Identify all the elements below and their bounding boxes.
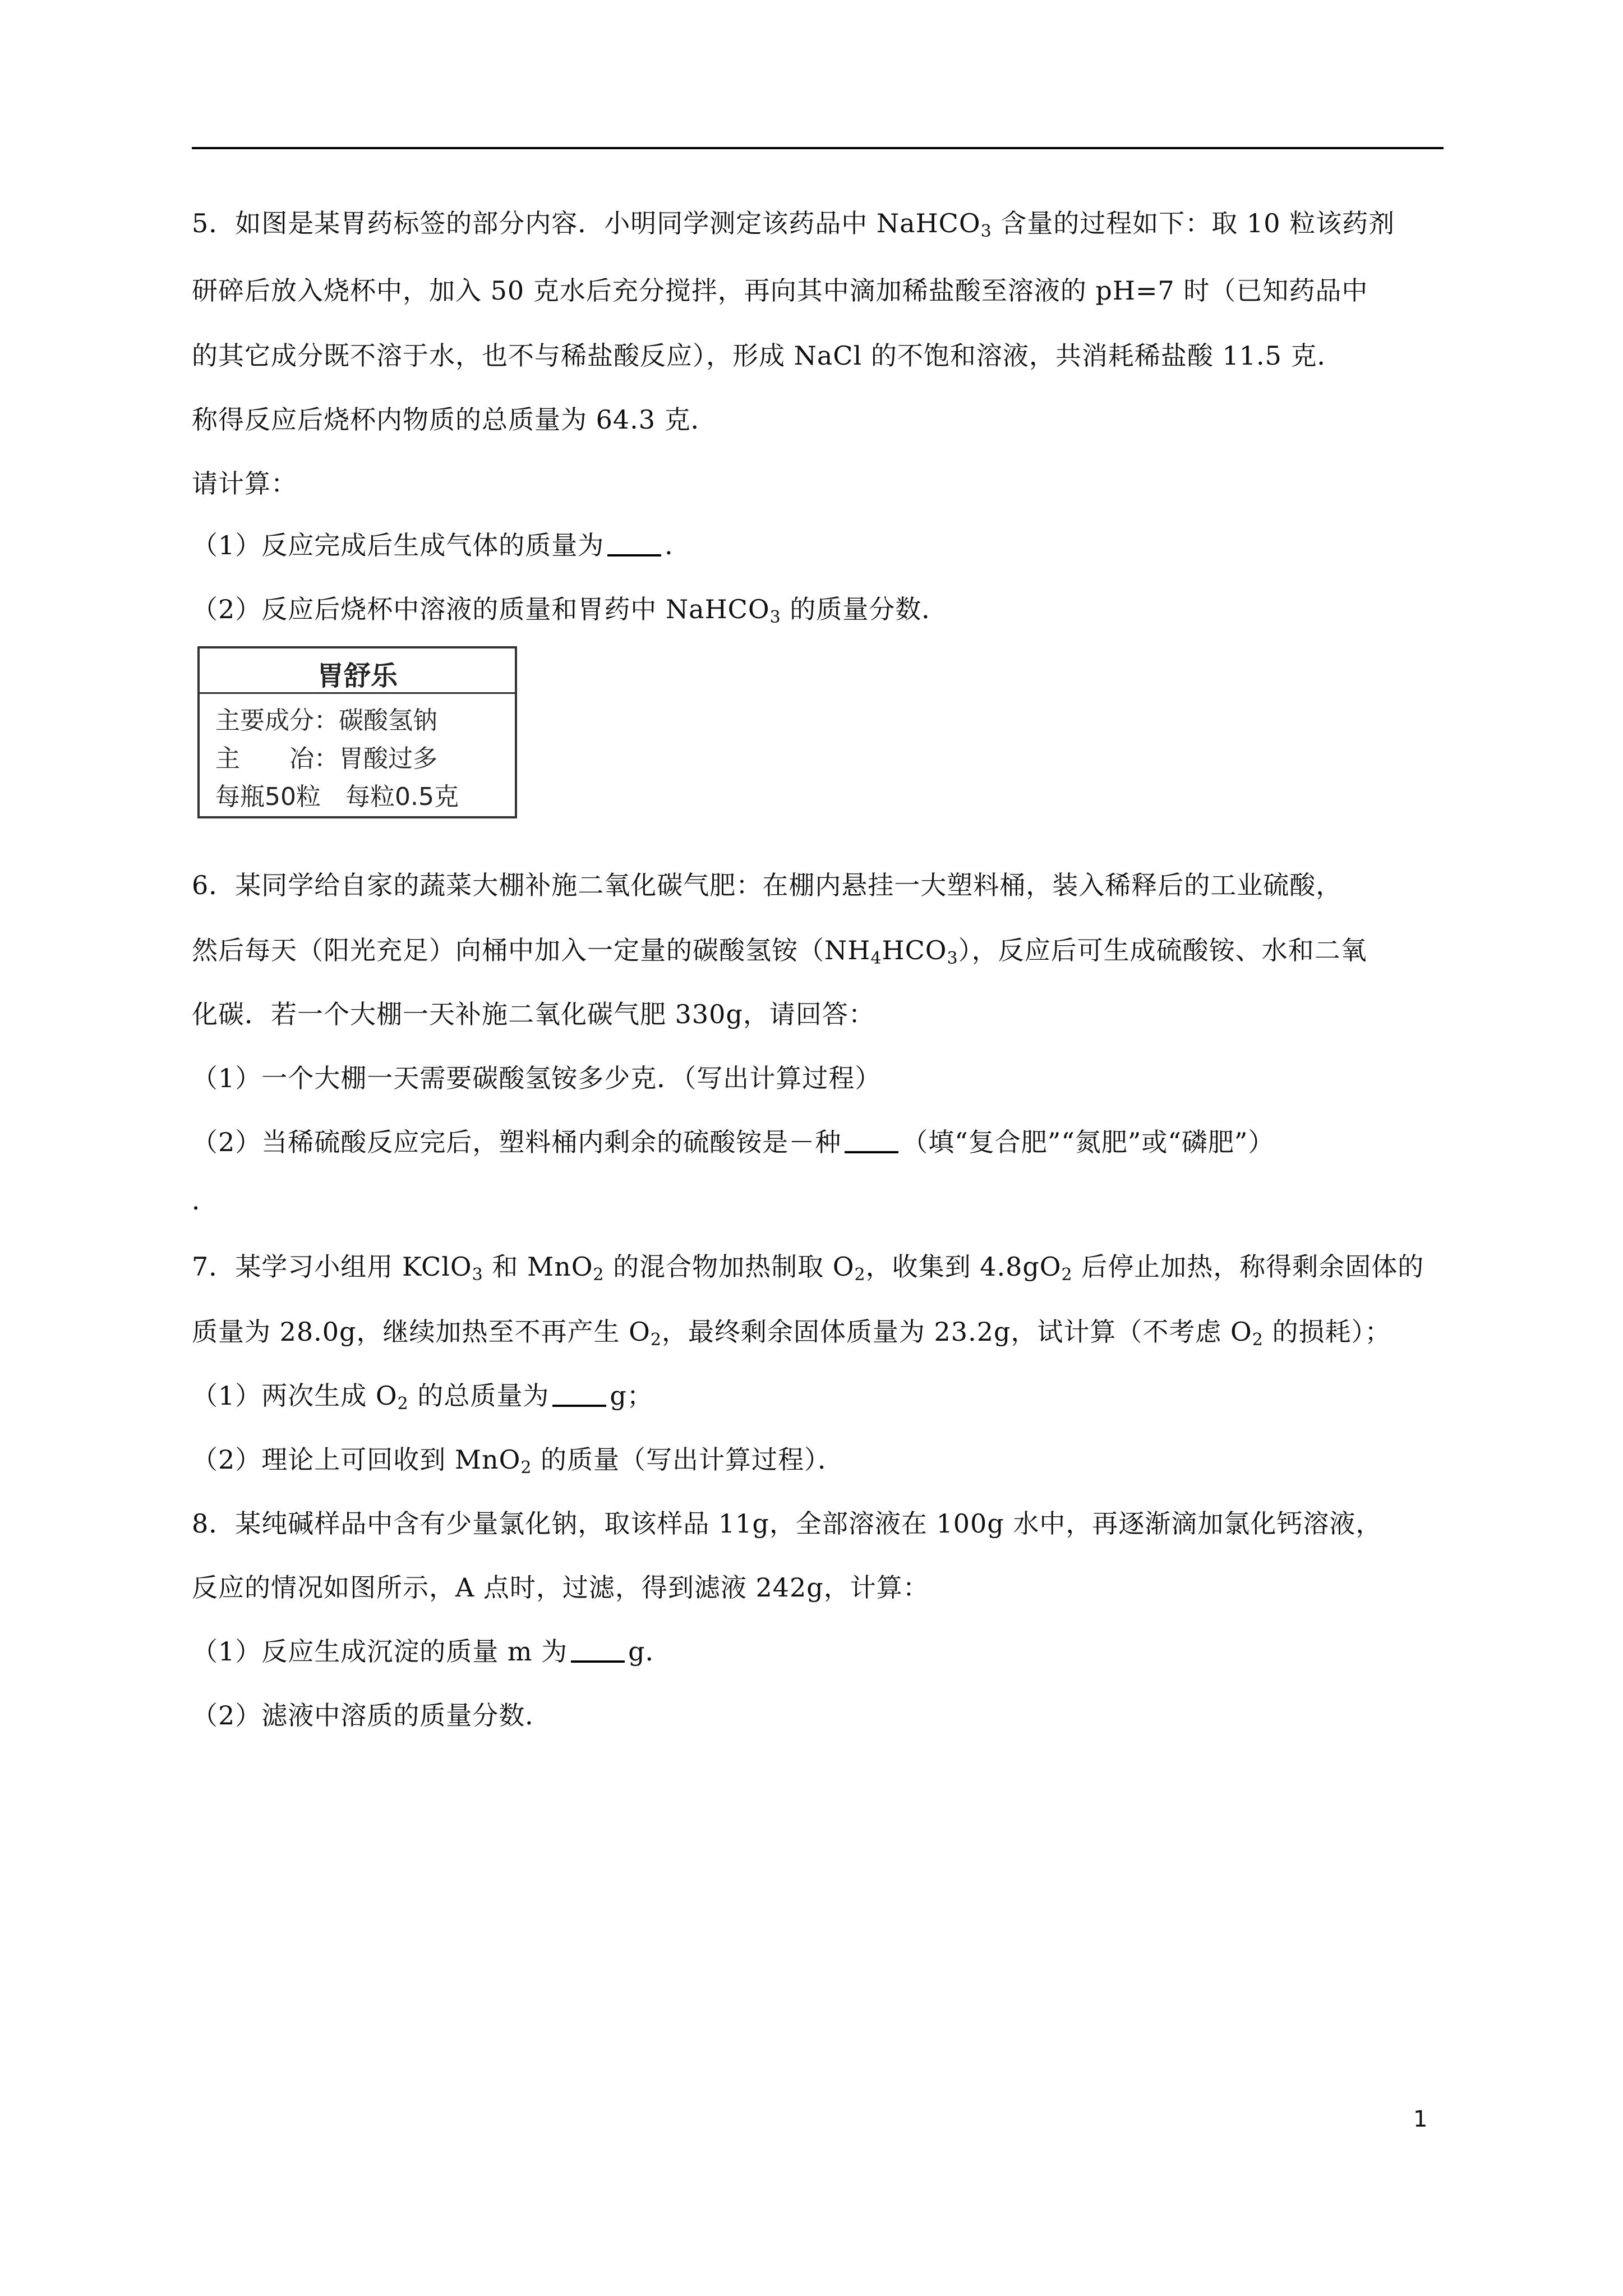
q5-part-1: （1）反应完成后生成气体的质量为 ． xyxy=(192,530,691,560)
answer-blank xyxy=(571,1638,625,1663)
q7-line-2: 质量为 28.0g，继续加热至不再产生 $O_2$，最终剩余固体质量为 23.2g，试计算（不考虑 $O_2$ 的损耗）； xyxy=(192,1317,1391,1350)
q7-part-2: （2）理论上可回收到 MnO$_2$ 的质量（写出计算过程）． xyxy=(192,1444,845,1478)
q8-line-1: 8．某纯碱样品中含有少量氯化钠，取该样品 11g，全部溶液在 100g 水中，再逐渐滴加氯化钙溶液， xyxy=(192,1508,1382,1539)
label-row-dosage: 每瓶50粒 每粒0.5克 xyxy=(215,783,459,811)
header-rule xyxy=(192,147,1444,149)
answer-blank xyxy=(552,1382,606,1407)
q6-line-3: 化碳．若一个大棚一天补施二氧化碳气肥 330g，请回答： xyxy=(192,999,875,1029)
label-title: 胃舒乐 xyxy=(316,660,398,692)
q5-line-5: 请计算： xyxy=(192,468,297,499)
answer-blank xyxy=(845,1129,898,1153)
q6-line-2: 然后每天（阳光充足）向桶中加入一定量的碳酸氢铵$(NH_4HCO_3)$，反应后可生成硫酸铵、水和二氧 xyxy=(192,935,1367,968)
label-row-ingredient: 主要成分：碳酸氢钠 xyxy=(215,706,437,735)
label-divider xyxy=(200,692,515,694)
q8-line-2: 反应的情况如图所示，A 点时，过滤，得到滤液 242g，计算： xyxy=(192,1572,929,1603)
q6-part-2-end: ． xyxy=(192,1185,218,1216)
q5-line-2: 研碎后放入烧杯中，加入 50 克水后充分搅拌，再向其中滴加稀盐酸至溶液的 pH=7 时（已知药品中 xyxy=(192,275,1368,306)
label-row-treatment: 主 冶：胃酸过多 xyxy=(215,744,437,773)
q7-part-1: （1）两次生成 $O_2$ 的总质量为 g； xyxy=(192,1381,653,1414)
q5-line-1: 5．如图是某胃药标签的部分内容．小明同学测定该药品中 NaHCO$_3$ 含量的过程如下：取 10 粒该药剂 xyxy=(192,208,1395,241)
q6-part-2: （2）当稀硫酸反应完后，塑料桶内剩余的硫酸铵是－种 （填“复合肥”“氮肥”或“磷肥”） xyxy=(192,1127,1275,1157)
answer-blank xyxy=(607,532,661,556)
q5-part-2: （2）反应后烧杯中溶液的质量和胃药中 NaHCO$_3$ 的质量分数． xyxy=(192,594,948,627)
medicine-label xyxy=(197,646,517,818)
page-number: 1 xyxy=(1413,2106,1428,2132)
q5-line-3: 的其它成分既不溶于水，也不与稀盐酸反应），形成 NaCl 的不饱和溶液，共消耗稀盐酸 11.5 克． xyxy=(192,341,1344,371)
q6-part-1: （1）一个大棚一天需要碳酸氢铵多少克．（写出计算过程） xyxy=(192,1063,882,1093)
q8-part-2: （2）滤液中溶质的质量分数． xyxy=(192,1700,552,1731)
q7-line-1: 7．某学习小组用 KClO$_3$ 和 MnO$_2$ 的混合物加热制取 $O_2$，收集到 $4.8gO_2$ 后停止加热，称得剩余固体的 xyxy=(192,1251,1424,1285)
q8-part-1: （1）反应生成沉淀的质量 m 为 g． xyxy=(192,1636,672,1667)
q6-line-1: 6．某同学给自家的蔬菜大棚补施二氧化碳气肥：在棚内悬挂一大塑料桶，装入稀释后的工业硫酸， xyxy=(192,870,1343,900)
q5-line-4: 称得反应后烧杯内物质的总质量为 64.3 克． xyxy=(192,404,717,435)
